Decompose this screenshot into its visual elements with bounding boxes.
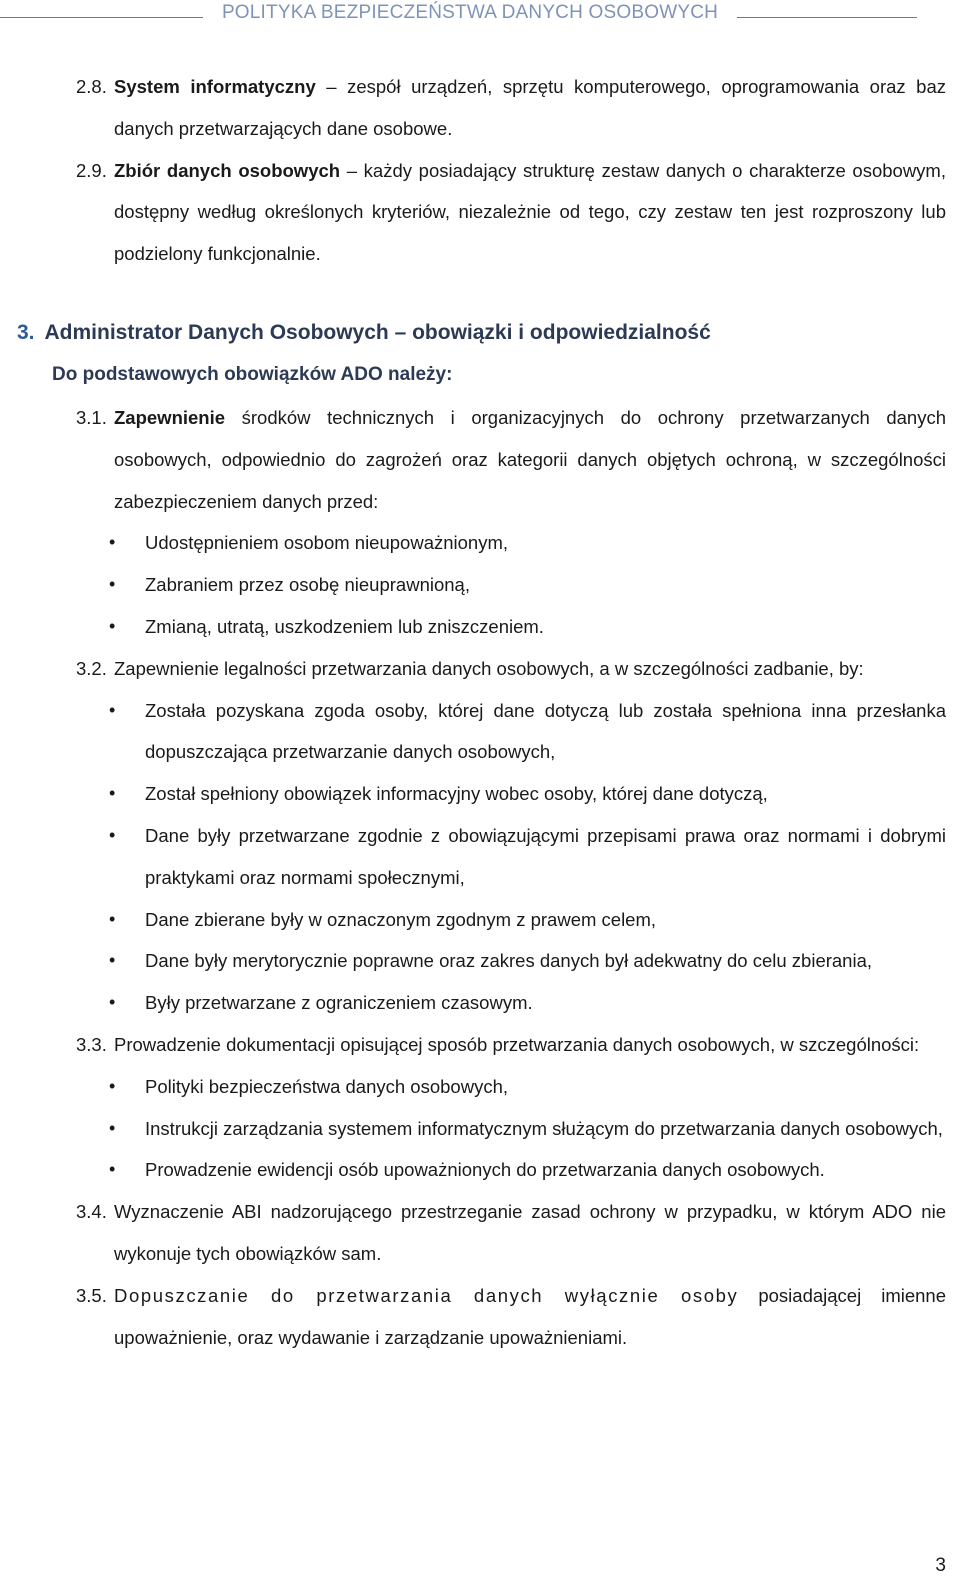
item-3-1 <box>76 397 946 522</box>
item-term: Zapewnienie <box>114 406 226 428</box>
bullet-text: Dane były przetwarzane zgodnie z obowiązującymi przepisami prawa oraz normami i dobrymi praktykami oraz normami społecznymi, <box>145 824 946 888</box>
bullet-text: Zabraniem przez osobę nieuprawnioną, <box>145 574 470 596</box>
definition-term: Zbiór danych osobowych <box>114 159 341 181</box>
item-number: 2.9. <box>76 159 107 181</box>
page-header <box>0 0 960 36</box>
bullet-icon: • <box>109 824 116 845</box>
bullet-icon: • <box>109 699 116 720</box>
header-title: POLITYKA BEZPIECZEŃSTWA DANYCH OSOBOWYCH <box>221 2 719 23</box>
document-body <box>0 66 960 1358</box>
header-rule-right <box>737 17 917 18</box>
bullet-icon: • <box>109 908 116 929</box>
header-rule-left <box>0 17 203 18</box>
section-title: Administrator Danych Osobowych – obowiązki i odpowiedzialność <box>44 320 711 344</box>
bullet-icon: • <box>109 532 116 553</box>
definition-2-8 <box>76 66 947 150</box>
definition-text: – zespół urządzeń, sprzętu komputerowego, oprogramowania oraz baz danych przetwarzających dane osobowe. <box>114 76 947 139</box>
list-item <box>109 1108 946 1150</box>
bullet-icon: • <box>109 1117 116 1138</box>
item-text-spaced: Dopuszczanie do przetwarzania danych wyłącznie osoby <box>114 1284 739 1306</box>
item-text: Prowadzenie dokumentacji opisującej sposób przetwarzania danych osobowych, w szczególności: <box>114 1033 920 1055</box>
list-item <box>109 522 946 564</box>
list-item <box>109 1149 946 1191</box>
bullet-text: Zmianą, utratą, uszkodzeniem lub zniszczeniem. <box>145 615 544 637</box>
item-text: Zapewnienie legalności przetwarzania danych osobowych, a w szczególności zadbanie, by: <box>114 657 864 679</box>
bullet-text: Dane były merytorycznie poprawne oraz zakres danych był adekwatny do celu zbierania, <box>145 950 873 972</box>
item-text: posiadającej imienne upoważnienie, oraz wydawanie i zarządzanie upoważnieniami. <box>114 1284 946 1348</box>
section-number: 3. <box>17 320 35 344</box>
item-3-3 <box>76 1024 946 1066</box>
list-item <box>109 940 946 982</box>
item-text: Wyznaczenie ABI nadzorującego przestrzeganie zasad ochrony w przypadku, w którym ADO nie wykonuje tych obowiązków sam. <box>114 1201 946 1264</box>
definition-term: System informatyczny <box>114 76 316 97</box>
bullet-text: Został spełniony obowiązek informacyjny wobec osoby, której dane dotyczą, <box>145 783 768 805</box>
bullet-icon: • <box>109 1075 116 1096</box>
bullet-icon: • <box>109 615 116 636</box>
item-text: środków technicznych i organizacyjnych do ochrony przetwarzanych danych osobowych, odpowiednio do zagrożeń oraz kategorii danych objętych ochroną, w szczególności zabezpieczeniem danych przed: <box>114 406 946 512</box>
page-number: 3 <box>935 1555 946 1576</box>
list-item <box>109 690 946 774</box>
bullet-text: Instrukcji zarządzania systemem informatycznym służącym do przetwarzania danych osobowych, <box>145 1117 943 1139</box>
bullet-icon: • <box>109 783 116 804</box>
bullet-icon: • <box>109 950 116 971</box>
item-3-2 <box>76 648 946 690</box>
list-item <box>109 606 946 648</box>
bullet-icon: • <box>109 574 116 595</box>
definition-2-9 <box>76 150 946 275</box>
bullet-icon: • <box>109 1159 116 1180</box>
bullet-text: Udostępnieniem osobom nieupoważnionym, <box>145 532 509 554</box>
list-item <box>109 564 946 606</box>
definition-text: – każdy posiadający strukturę zestaw danych o charakterze osobowym, dostępny według określonych kryteriów, niezależnie od tego, czy zestaw ten jest rozproszony lub podzielony funkcjonalnie. <box>114 159 946 265</box>
list-item <box>109 815 946 899</box>
bullet-text: Została pozyskana zgoda osoby, której dane dotyczą lub została spełniona inna przesłanka dopuszczająca przetwarzanie danych osobowych, <box>145 699 946 763</box>
section-heading <box>17 313 960 353</box>
bullet-text: Były przetwarzane z ograniczeniem czasowym. <box>145 992 533 1014</box>
item-number: 2.8. <box>76 76 107 97</box>
item-number: 3.3. <box>76 1033 107 1055</box>
bullet-text: Prowadzenie ewidencji osób upoważnionych do przetwarzania danych osobowych. <box>145 1159 825 1181</box>
bullet-text: Polityki bezpieczeństwa danych osobowych, <box>145 1075 508 1097</box>
item-3-5 <box>76 1275 946 1359</box>
list-item <box>109 1066 946 1108</box>
item-number: 3.5. <box>76 1284 107 1306</box>
bullet-icon: • <box>109 992 116 1013</box>
item-number: 3.2. <box>76 657 107 679</box>
list-item <box>109 899 946 941</box>
list-item <box>109 773 946 815</box>
bullet-text: Dane zbierane były w oznaczonym zgodnym z prawem celem, <box>145 908 657 930</box>
item-number: 3.4. <box>76 1201 107 1223</box>
list-item <box>109 982 946 1024</box>
section-subheading: Do podstawowych obowiązków ADO należy: <box>52 363 453 385</box>
item-number: 3.1. <box>76 406 107 428</box>
item-3-4 <box>76 1191 946 1275</box>
